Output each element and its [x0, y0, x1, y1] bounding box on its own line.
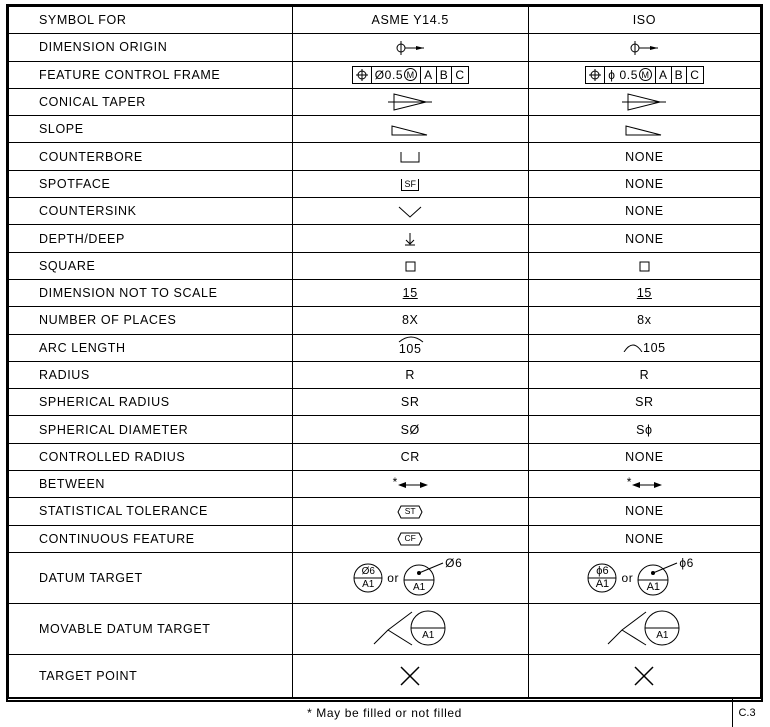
tolerance-value: 0.5	[619, 67, 638, 82]
row-between	[9, 471, 761, 498]
datum-target-leader-icon	[403, 555, 467, 596]
row-number-of-places	[9, 307, 761, 334]
square-icon	[405, 261, 416, 272]
label: DIMENSION NOT TO SCALE	[9, 279, 293, 306]
label: SPHERICAL DIAMETER	[9, 416, 293, 443]
label: SQUARE	[9, 252, 293, 279]
target-id: A1	[422, 630, 435, 642]
asme-value: R	[292, 361, 528, 388]
row-countersink	[9, 198, 761, 225]
star-note: *	[626, 474, 633, 489]
diameter-symbol: ϕ	[608, 67, 616, 82]
iso-value: NONE	[528, 198, 760, 225]
header-asme: ASME Y14.5	[292, 7, 528, 34]
datum-b: B	[436, 67, 452, 83]
label: COUNTERSINK	[9, 198, 293, 225]
arc-length-asme	[399, 339, 422, 356]
target-id: A1	[656, 630, 669, 642]
conical-taper-icon	[622, 93, 666, 111]
iso-value: Sϕ	[528, 416, 760, 443]
datum-target-asme	[353, 555, 467, 596]
arc-value: 105	[643, 341, 666, 356]
label: MOVABLE DATUM TARGET	[9, 603, 293, 654]
datum-c: C	[686, 67, 702, 83]
row-counterbore	[9, 143, 761, 170]
footer	[8, 698, 761, 727]
datum-target-iso	[587, 555, 701, 596]
mmc-modifier: M	[404, 68, 417, 81]
row-feature-control-frame	[9, 61, 761, 88]
between-arrow-icon	[398, 480, 428, 490]
label: BETWEEN	[9, 471, 293, 498]
iso-value: NONE	[528, 498, 760, 525]
label: CONICAL TAPER	[9, 88, 293, 115]
iso-value: NONE	[528, 525, 760, 552]
dimension-origin-icon	[395, 41, 425, 55]
row-not-to-scale	[9, 279, 761, 306]
square-icon	[639, 261, 650, 272]
datum-a: A	[655, 67, 671, 83]
iso-value: NONE	[528, 225, 760, 252]
iso-value: NONE	[528, 443, 760, 470]
statistical-icon	[397, 505, 423, 519]
slope-icon	[625, 124, 663, 136]
asme-value: SØ	[292, 416, 528, 443]
asme-value: CR	[292, 443, 528, 470]
target-size: ϕ6	[679, 555, 694, 570]
header-row	[9, 7, 761, 34]
target-point-icon	[400, 666, 420, 686]
label: DATUM TARGET	[9, 552, 293, 603]
row-conical-taper	[9, 88, 761, 115]
label: DEPTH/DEEP	[9, 225, 293, 252]
row-radius	[9, 361, 761, 388]
row-square	[9, 252, 761, 279]
target-id: A1	[646, 580, 661, 593]
movable-datum-target-icon	[372, 608, 448, 646]
target-size: ϕ6	[596, 564, 609, 577]
datum-target-leader-icon	[637, 555, 701, 596]
tolerance-value: 0.5	[384, 67, 404, 82]
continuous-feature-text: CF	[404, 533, 416, 544]
label: FEATURE CONTROL FRAME	[9, 61, 293, 88]
label: CONTROLLED RADIUS	[9, 443, 293, 470]
row-statistical-tolerance	[9, 498, 761, 525]
label: CONTINUOUS FEATURE	[9, 525, 293, 552]
asme-value: 8X	[292, 307, 528, 334]
spotface-icon	[401, 179, 419, 191]
iso-value: R	[528, 361, 760, 388]
star-note: *	[392, 474, 398, 489]
counterbore-icon	[400, 151, 420, 163]
label: DIMENSION ORIGIN	[9, 34, 293, 61]
dimension-origin-icon	[629, 41, 659, 55]
asme-value: 15	[292, 279, 528, 306]
row-dimension-origin	[9, 34, 761, 61]
label: RADIUS	[9, 361, 293, 388]
footer-note: * May be filled or not filled	[307, 705, 462, 720]
row-spherical-diameter	[9, 416, 761, 443]
position-icon	[589, 69, 601, 81]
target-id: A1	[413, 581, 426, 593]
arc-length-iso	[623, 341, 666, 355]
target-size: Ø6	[361, 565, 375, 577]
asme-value: SR	[292, 389, 528, 416]
movable-datum-target-icon	[606, 608, 682, 646]
row-slope	[9, 116, 761, 143]
row-controlled-radius	[9, 443, 761, 470]
symbol-table	[8, 6, 761, 698]
arc-value: 105	[398, 342, 422, 357]
row-depth	[9, 225, 761, 252]
datum-target-icon	[353, 563, 383, 593]
row-datum-target	[9, 552, 761, 603]
iso-value: 15	[528, 279, 760, 306]
iso-value: 8x	[528, 307, 760, 334]
label: COUNTERBORE	[9, 143, 293, 170]
mmc-modifier: M	[639, 68, 652, 81]
datum-b: B	[671, 67, 687, 83]
position-icon	[356, 69, 368, 81]
or-text: or	[621, 570, 634, 585]
feature-control-frame	[585, 66, 703, 84]
depth-icon	[404, 233, 416, 246]
continuous-feature-icon	[397, 532, 423, 546]
target-id: A1	[595, 577, 610, 590]
slope-icon	[391, 124, 429, 136]
row-movable-datum-target	[9, 603, 761, 654]
row-target-point	[9, 654, 761, 697]
feature-control-frame	[352, 66, 469, 84]
figure-code: C.3	[732, 699, 761, 727]
row-arc-length	[9, 334, 761, 361]
arc-icon	[398, 335, 424, 343]
label: SLOPE	[9, 116, 293, 143]
countersink-icon	[398, 206, 422, 218]
target-size: Ø6	[445, 555, 463, 570]
spotface-text: SF	[404, 178, 416, 189]
label: SPHERICAL RADIUS	[9, 389, 293, 416]
target-point-icon	[634, 666, 654, 686]
label: NUMBER OF PLACES	[9, 307, 293, 334]
row-spotface	[9, 170, 761, 197]
label: ARC LENGTH	[9, 334, 293, 361]
between-arrow-icon	[632, 480, 662, 490]
row-spherical-radius	[9, 389, 761, 416]
or-text: or	[387, 570, 400, 585]
label: TARGET POINT	[9, 654, 293, 697]
arc-icon	[623, 342, 643, 352]
statistical-text: ST	[404, 505, 416, 516]
header-symbol-for: SYMBOL FOR	[9, 7, 293, 34]
datum-a: A	[420, 67, 436, 83]
datum-target-icon	[587, 563, 617, 593]
row-continuous-feature	[9, 525, 761, 552]
iso-value: SR	[528, 389, 760, 416]
label: SPOTFACE	[9, 170, 293, 197]
datum-c: C	[451, 67, 467, 83]
symbol-comparison-sheet	[6, 4, 763, 720]
iso-value: NONE	[528, 170, 760, 197]
conical-taper-icon	[388, 93, 432, 111]
header-iso: ISO	[528, 7, 760, 34]
diameter-symbol: Ø	[374, 67, 385, 82]
iso-value: NONE	[528, 143, 760, 170]
target-id: A1	[362, 578, 375, 590]
label: STATISTICAL TOLERANCE	[9, 498, 293, 525]
